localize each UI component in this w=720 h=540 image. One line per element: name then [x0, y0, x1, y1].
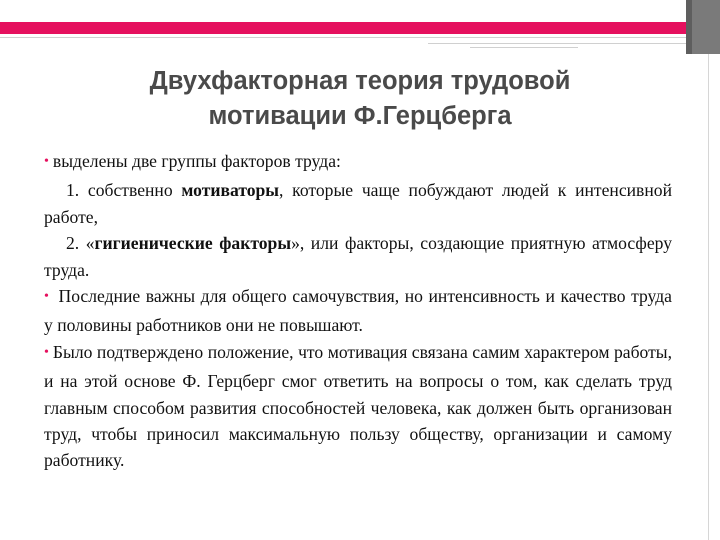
- bullet-icon: •: [44, 154, 49, 169]
- paragraph-text: Последние важны для общего самочувствия, но интенсивность и качество труда у половины работников они не повышают.: [44, 286, 672, 336]
- title-line-1: Двухфакторная теория трудовой: [149, 67, 571, 95]
- corner-block-shade: [686, 0, 692, 54]
- paragraph-motivators: [44, 177, 672, 230]
- bullet-icon: •: [44, 344, 49, 360]
- paragraph-hygiene: [44, 230, 672, 283]
- bold-term: гигиенические факторы: [94, 233, 292, 254]
- bullet-paragraph-2: [44, 283, 672, 339]
- decor-line: [0, 37, 700, 38]
- paragraph-text: 1. собственно: [66, 180, 182, 201]
- top-decoration: [0, 0, 720, 54]
- right-rule: [708, 54, 709, 540]
- paragraph-text: выделены две группы факторов труда:: [52, 151, 341, 171]
- slide-body: [44, 148, 672, 474]
- paragraph-text: , которые чаще побуждают людей к интенсивной работе,: [44, 180, 672, 227]
- title-line-2: мотивации Ф.Герцберга: [208, 102, 512, 130]
- paragraph-text: 2. «: [66, 233, 95, 254]
- paragraph-text: », или факторы, создающие приятную атмосферу труда.: [44, 233, 673, 280]
- bold-term: мотиваторы: [181, 180, 280, 201]
- bullet-paragraph-3: [44, 339, 672, 474]
- bullet-paragraph-1: [44, 148, 672, 177]
- decor-line: [470, 47, 578, 48]
- accent-bar: [0, 22, 720, 34]
- decor-line: [428, 43, 720, 44]
- slide-title: [60, 64, 660, 134]
- paragraph-text: Было подтверждено положение, что мотивация связана самим характером работы, и на этой основе Ф. Герцберг смог ответить на вопросы о том, как сделать труд главным способом развития способностей человека, как должен быть организован труд, чтобы приносил максимальную пользу обществу, организации и самому работнику.: [44, 341, 672, 471]
- bullet-icon: •: [44, 289, 49, 305]
